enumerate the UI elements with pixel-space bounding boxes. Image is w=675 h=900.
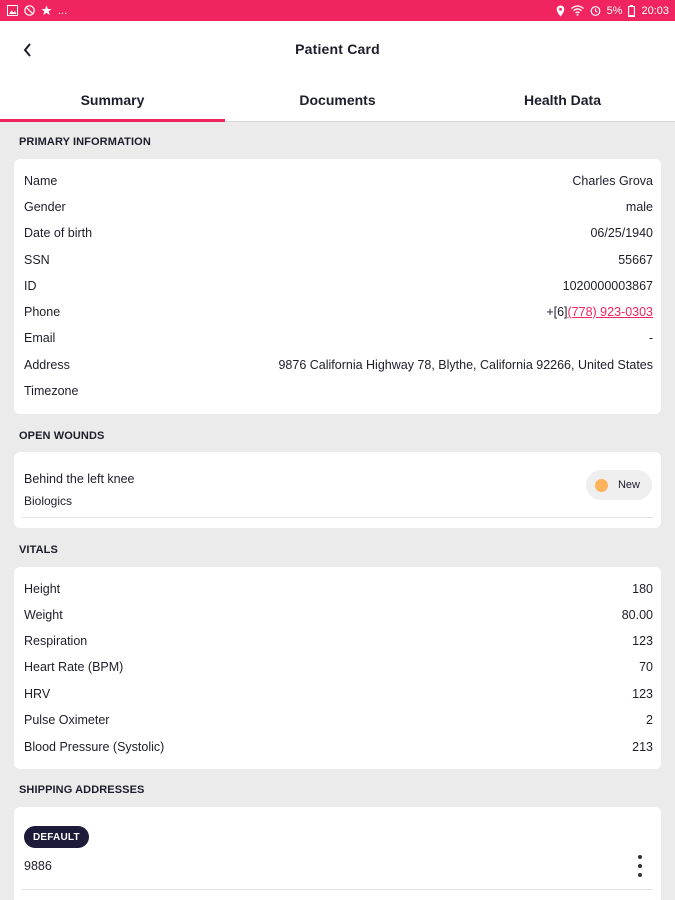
section-title-open-wounds: OPEN WOUNDS — [19, 430, 105, 442]
tab-documents[interactable]: Documents — [299, 92, 376, 108]
primary-information-card — [14, 159, 661, 414]
vital-label: Pulse Oximeter — [24, 713, 110, 727]
info-row-address — [14, 355, 661, 375]
tab-health-data[interactable]: Health Data — [523, 92, 602, 108]
vital-row-blood-pressure — [14, 737, 661, 757]
page-title: Patient Card — [295, 41, 380, 57]
vital-value: 70 — [639, 660, 653, 674]
info-value: 06/25/1940 — [590, 226, 653, 240]
kebab-dot — [638, 873, 642, 877]
info-label: Address — [24, 358, 70, 372]
status-label: New — [617, 479, 640, 491]
clock-time: 20:03 — [641, 4, 669, 17]
shipping-addresses-card — [14, 807, 661, 900]
info-label: Gender — [24, 200, 66, 214]
vital-label: Blood Pressure (Systolic) — [24, 740, 165, 754]
info-row-phone — [14, 302, 661, 322]
phone-link[interactable]: (778) 923-0303 — [567, 305, 653, 319]
open-wounds-card — [14, 452, 661, 528]
no-disturb-notification-icon — [24, 5, 35, 16]
info-label: SSN — [24, 253, 50, 267]
vital-row-hrv — [14, 684, 661, 704]
section-title-shipping-addresses: SHIPPING ADDRESSES — [19, 784, 145, 796]
vital-value: 2 — [646, 713, 653, 727]
vital-value: 80.00 — [621, 608, 653, 622]
vital-value: 180 — [632, 582, 653, 596]
alarm-icon — [590, 5, 601, 16]
vital-row-respiration — [14, 631, 661, 651]
app-bar — [0, 21, 675, 78]
vital-row-pulse-oximeter — [14, 710, 661, 730]
section-title-primary-information: PRIMARY INFORMATION — [19, 136, 151, 148]
vital-label: HRV — [24, 687, 51, 701]
kebab-dot — [638, 864, 642, 868]
vital-row-heart-rate — [14, 657, 661, 677]
divider — [22, 517, 653, 518]
info-row-timezone — [14, 381, 661, 401]
info-label: ID — [24, 279, 37, 293]
info-label: Phone — [24, 305, 61, 319]
info-label: Timezone — [24, 384, 79, 398]
vital-value: 213 — [632, 740, 653, 754]
more-options-button[interactable] — [635, 855, 645, 877]
info-value: Charles Grova — [572, 174, 653, 188]
info-value: male — [625, 200, 653, 214]
star-notification-icon — [41, 5, 52, 16]
info-value: 9876 California Highway 78, Blythe, California 92266, United States — [278, 358, 653, 372]
battery-icon — [628, 5, 635, 17]
default-badge: DEFAULT — [24, 826, 89, 848]
status-badge — [586, 470, 652, 500]
wound-type: Biologics — [24, 494, 73, 508]
phone-country-code: +[6] — [546, 305, 568, 319]
vital-value: 123 — [632, 687, 653, 701]
more-notifications-indicator: ... — [58, 4, 68, 17]
info-row-name — [14, 171, 661, 191]
info-label: Email — [24, 331, 56, 345]
vitals-card — [14, 567, 661, 769]
location-icon — [556, 5, 565, 17]
vital-row-weight — [14, 605, 661, 625]
info-row-email — [14, 328, 661, 348]
tab-summary[interactable]: Summary — [0, 78, 225, 121]
info-value: 55667 — [618, 253, 653, 267]
vital-value: 123 — [632, 634, 653, 648]
phone-value — [546, 305, 653, 319]
info-value: - — [648, 331, 653, 345]
battery-percent: 5% — [606, 4, 623, 17]
shipping-address-line: 9886 — [24, 859, 52, 873]
status-bar — [0, 0, 675, 21]
info-value: 1020000003867 — [562, 279, 653, 293]
vital-label: Height — [24, 582, 61, 596]
info-row-date-of-birth — [14, 223, 661, 243]
vital-row-height — [14, 579, 661, 599]
kebab-dot — [638, 855, 642, 859]
info-row-id — [14, 276, 661, 296]
info-row-gender — [14, 197, 661, 217]
wifi-icon — [571, 5, 584, 16]
divider — [22, 889, 653, 890]
info-label: Date of birth — [24, 226, 93, 240]
vital-label: Heart Rate (BPM) — [24, 660, 124, 674]
vital-label: Respiration — [24, 634, 88, 648]
info-row-ssn — [14, 250, 661, 270]
status-dot-icon — [595, 479, 608, 492]
section-title-vitals: VITALS — [19, 544, 58, 556]
info-label: Name — [24, 174, 58, 188]
vital-label: Weight — [24, 608, 63, 622]
wound-location: Behind the left knee — [24, 472, 135, 486]
tab-bar — [0, 78, 675, 122]
gallery-notification-icon — [7, 5, 18, 16]
